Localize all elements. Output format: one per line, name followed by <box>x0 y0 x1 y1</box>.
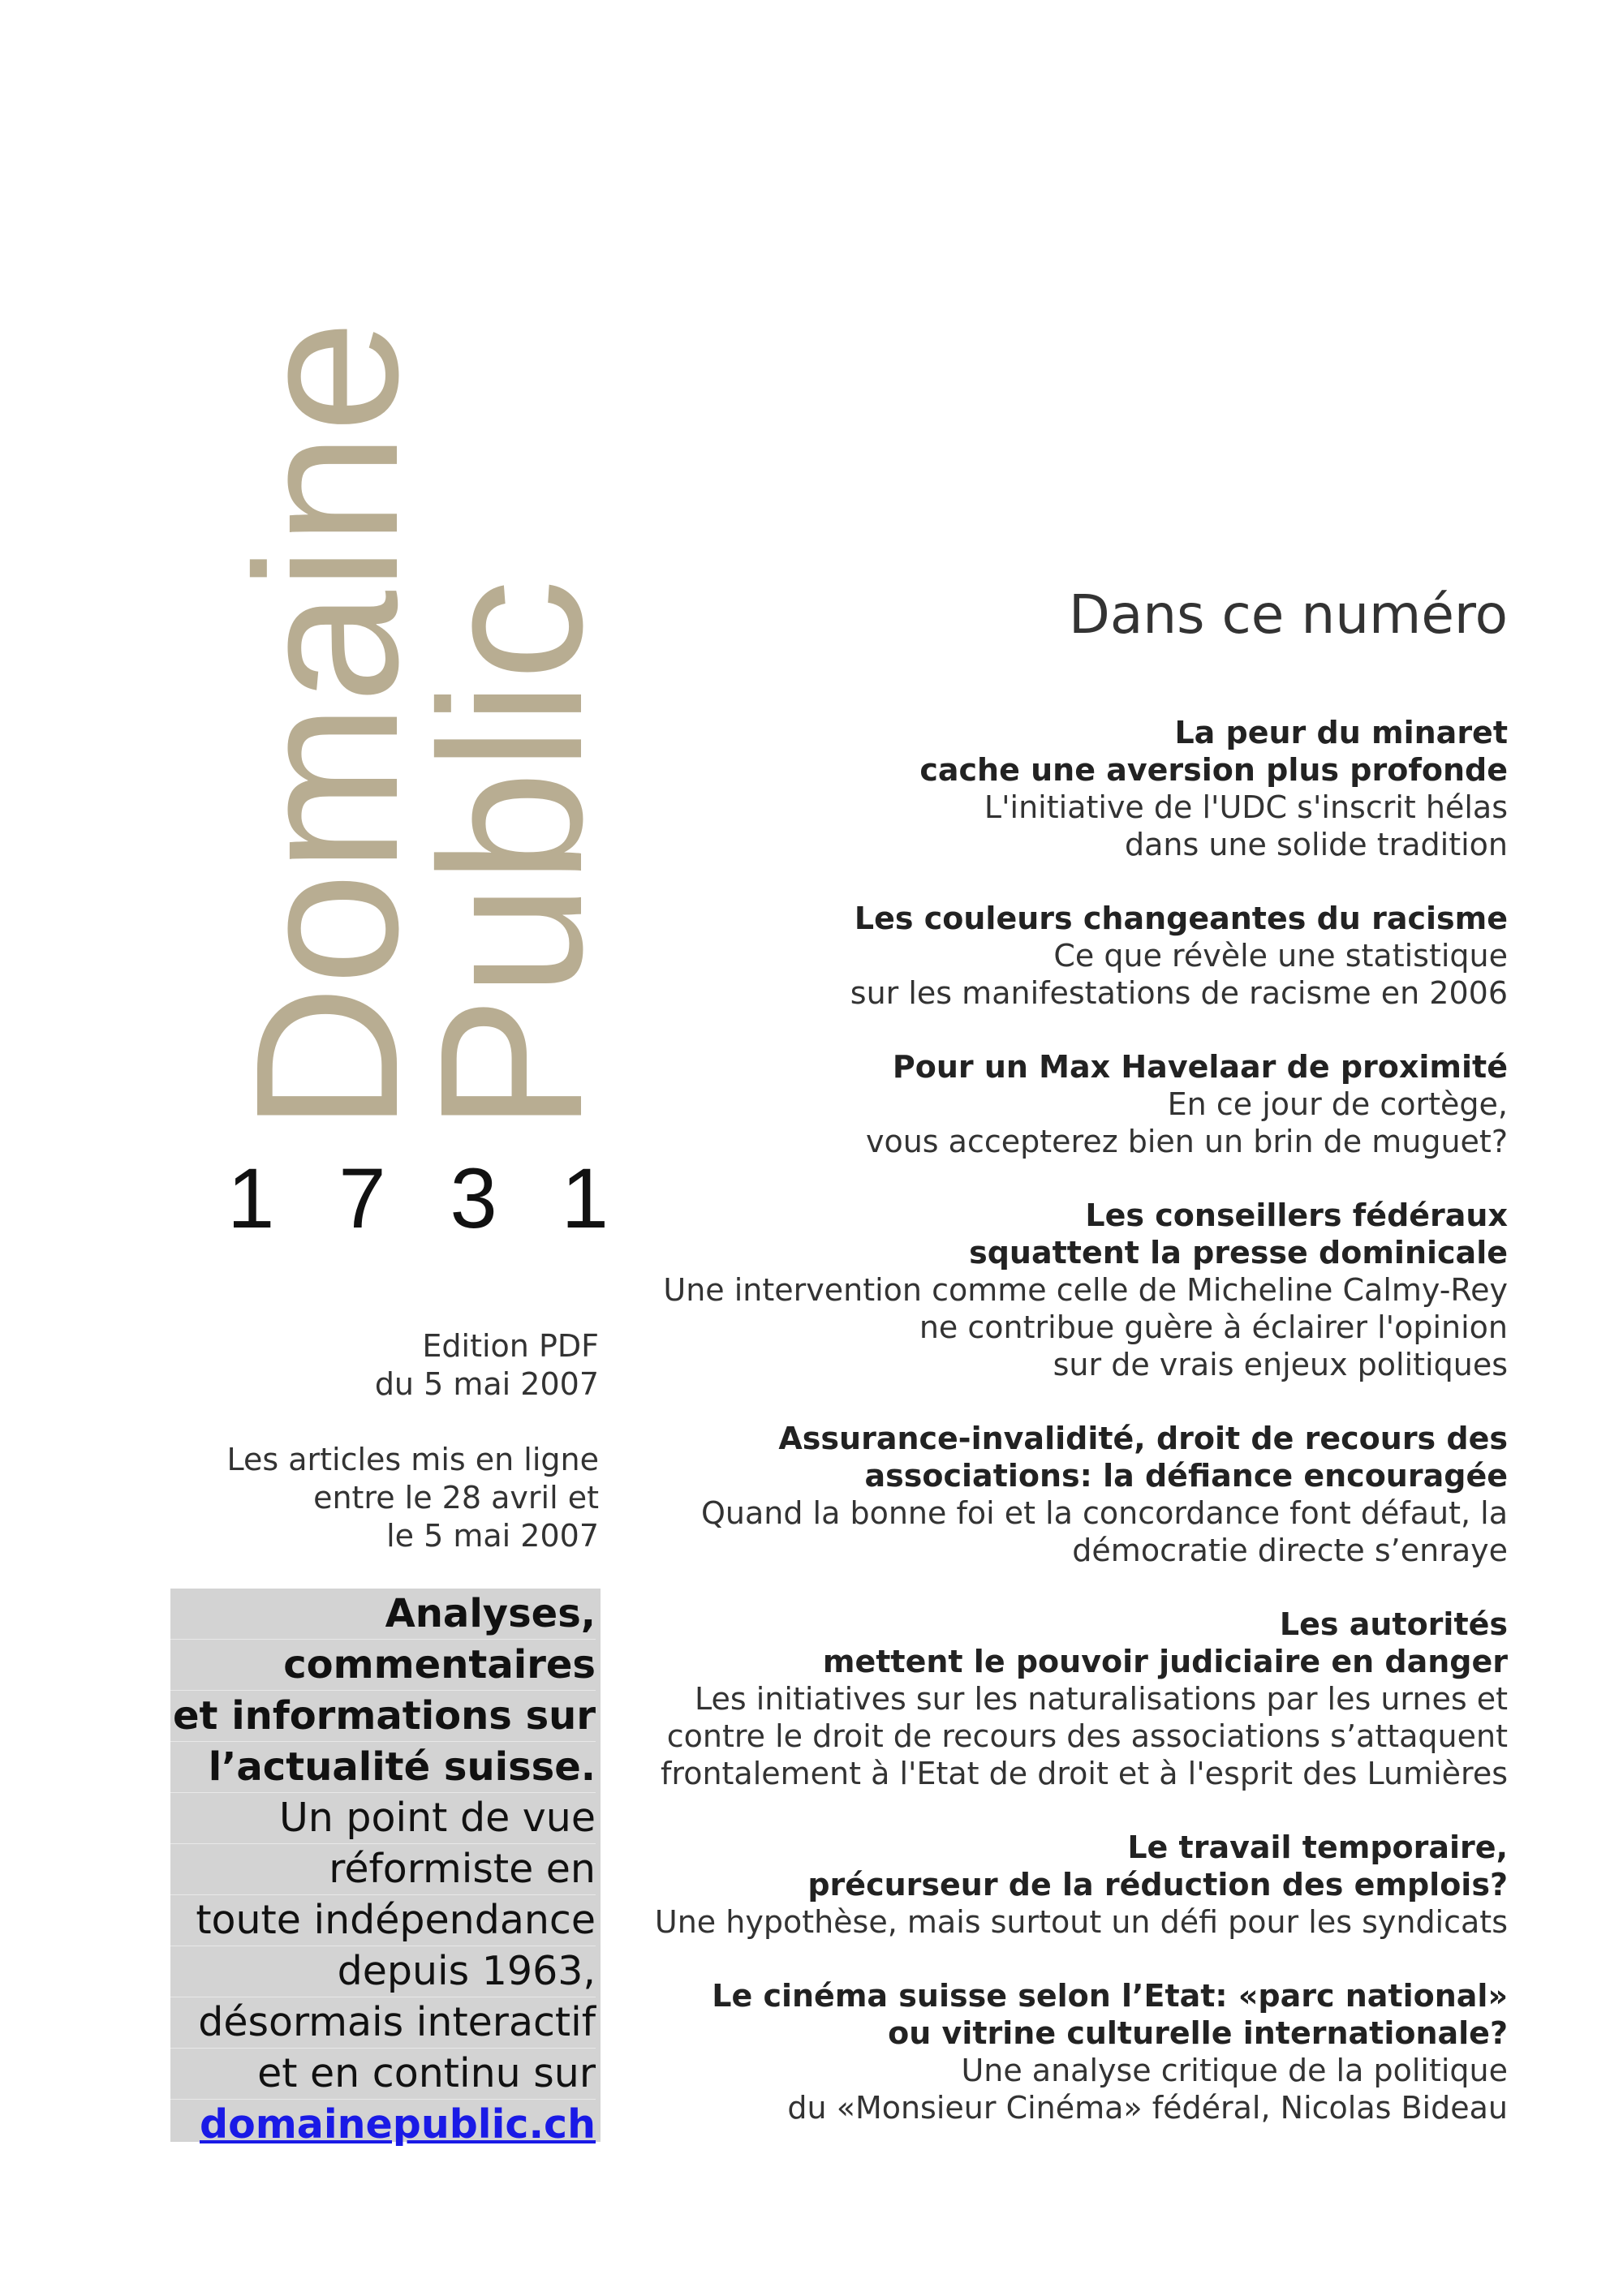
tagline-line: depuis 1963, <box>170 1946 596 1997</box>
toc-entry[interactable] <box>599 714 1508 863</box>
toc-entry-subtitle: du «Monsieur Cinéma» fédéral, Nicolas Bideau <box>787 2090 1508 2126</box>
edition-info <box>193 1327 599 1404</box>
toc-entry-title: associations: la défiance encouragée <box>864 1458 1508 1494</box>
issue-digit: 1 <box>227 1151 275 1246</box>
toc-entry-subtitle: Une analyse critique de la politique <box>961 2053 1508 2088</box>
issue-number <box>227 1150 609 1248</box>
period-line: le 5 mai 2007 <box>386 1518 599 1554</box>
toc-entry-title: Assurance-invalidité, droit de recours des <box>778 1421 1508 1456</box>
issue-digit: 3 <box>450 1151 497 1246</box>
issue-digit: 1 <box>561 1151 609 1246</box>
toc-entry-subtitle: L'initiative de l'UDC s'inscrit hélas <box>984 789 1508 825</box>
tagline-line: et en continu sur <box>170 2049 596 2100</box>
tagline-bold-line: l’actualité suisse. <box>170 1742 596 1793</box>
tagline-line: toute indépendance <box>170 1895 596 1946</box>
toc-entry-subtitle: frontalement à l'Etat de droit et à l'esprit des Lumières <box>661 1756 1508 1791</box>
toc-entry-subtitle: contre le droit de recours des associations s’attaquent <box>666 1718 1508 1754</box>
toc-entry[interactable] <box>599 1829 1508 1941</box>
toc-entry-title: Les couleurs changeantes du racisme <box>854 901 1508 936</box>
toc-entry-title: Les conseillers fédéraux <box>1085 1197 1508 1233</box>
toc-entry[interactable] <box>599 1606 1508 1792</box>
toc-entry[interactable] <box>599 1197 1508 1383</box>
toc-entry-title: Pour un Max Havelaar de proximité <box>892 1049 1508 1085</box>
toc-entry-title: Les autorités <box>1279 1606 1508 1642</box>
toc-entry-title: squattent la presse dominicale <box>969 1235 1508 1271</box>
toc-entry-subtitle: Une intervention comme celle de Micheline Calmy-Rey <box>663 1272 1508 1308</box>
toc-entry-title: La peur du minaret <box>1174 715 1508 750</box>
toc-entry-title: Le travail temporaire, <box>1127 1829 1508 1865</box>
toc-entry-title: cache une aversion plus profonde <box>919 752 1508 788</box>
toc-entry-subtitle: sur les manifestations de racisme en 2006 <box>850 975 1508 1011</box>
toc-entry-title: précurseur de la réduction des emplois? <box>807 1867 1508 1903</box>
website-link[interactable]: domainepublic.ch <box>200 2101 596 2148</box>
toc-title: Dans ce numéro <box>1069 583 1508 646</box>
toc-entry-title: ou vitrine culturelle internationale? <box>888 2015 1508 2051</box>
toc-entry-subtitle: Une hypothèse, mais surtout un défi pour les syndicats <box>654 1904 1508 1940</box>
toc-entry-subtitle: dans une solide tradition <box>1124 827 1508 862</box>
period-line: entre le 28 avril et <box>313 1480 599 1516</box>
period-line: Les articles mis en ligne <box>226 1442 599 1477</box>
tagline-bold-line: et informations sur <box>170 1691 596 1742</box>
toc-entry-subtitle: ne contribue guère à éclairer l'opinion <box>919 1309 1508 1345</box>
period-info <box>193 1441 599 1555</box>
edition-line: Edition PDF <box>422 1328 599 1364</box>
toc-entry-subtitle: En ce jour de cortège, <box>1167 1086 1508 1122</box>
issue-digit: 7 <box>338 1151 386 1246</box>
toc-entry[interactable] <box>599 1420 1508 1569</box>
toc-entry-subtitle: démocratie directe s’enraye <box>1072 1533 1508 1568</box>
tagline-box <box>170 1589 601 2148</box>
tagline-line: Un point de vue <box>170 1793 596 1844</box>
brand-word-public: Public <box>398 579 624 1132</box>
tagline-line: désormais interactif <box>170 1997 596 2049</box>
toc-entry-subtitle: vous accepterez bien un brin de muguet? <box>865 1124 1508 1159</box>
toc-entry[interactable] <box>599 1048 1508 1160</box>
tagline-bold-line: commentaires <box>170 1640 596 1691</box>
toc-entry[interactable] <box>599 900 1508 1012</box>
toc-entry-subtitle: Les initiatives sur les naturalisations par les urnes et <box>694 1681 1508 1717</box>
toc-entry-title: Le cinéma suisse selon l’Etat: «parc national» <box>712 1978 1508 2014</box>
tagline-bold-line: Analyses, <box>170 1589 596 1640</box>
toc-list <box>599 714 1508 2126</box>
edition-line: du 5 mai 2007 <box>374 1366 599 1402</box>
toc-entry-subtitle: Ce que révèle une statistique <box>1053 938 1508 974</box>
toc-entry-subtitle: sur de vrais enjeux politiques <box>1053 1347 1508 1382</box>
toc-entry-subtitle: Quand la bonne foi et la concordance font défaut, la <box>700 1495 1508 1531</box>
toc-entry[interactable] <box>599 1977 1508 2126</box>
tagline-line: réformiste en <box>170 1844 596 1895</box>
brand-word-domaine: Domaine <box>213 320 440 1132</box>
toc-entry-title: mettent le pouvoir judiciaire en danger <box>822 1644 1508 1679</box>
